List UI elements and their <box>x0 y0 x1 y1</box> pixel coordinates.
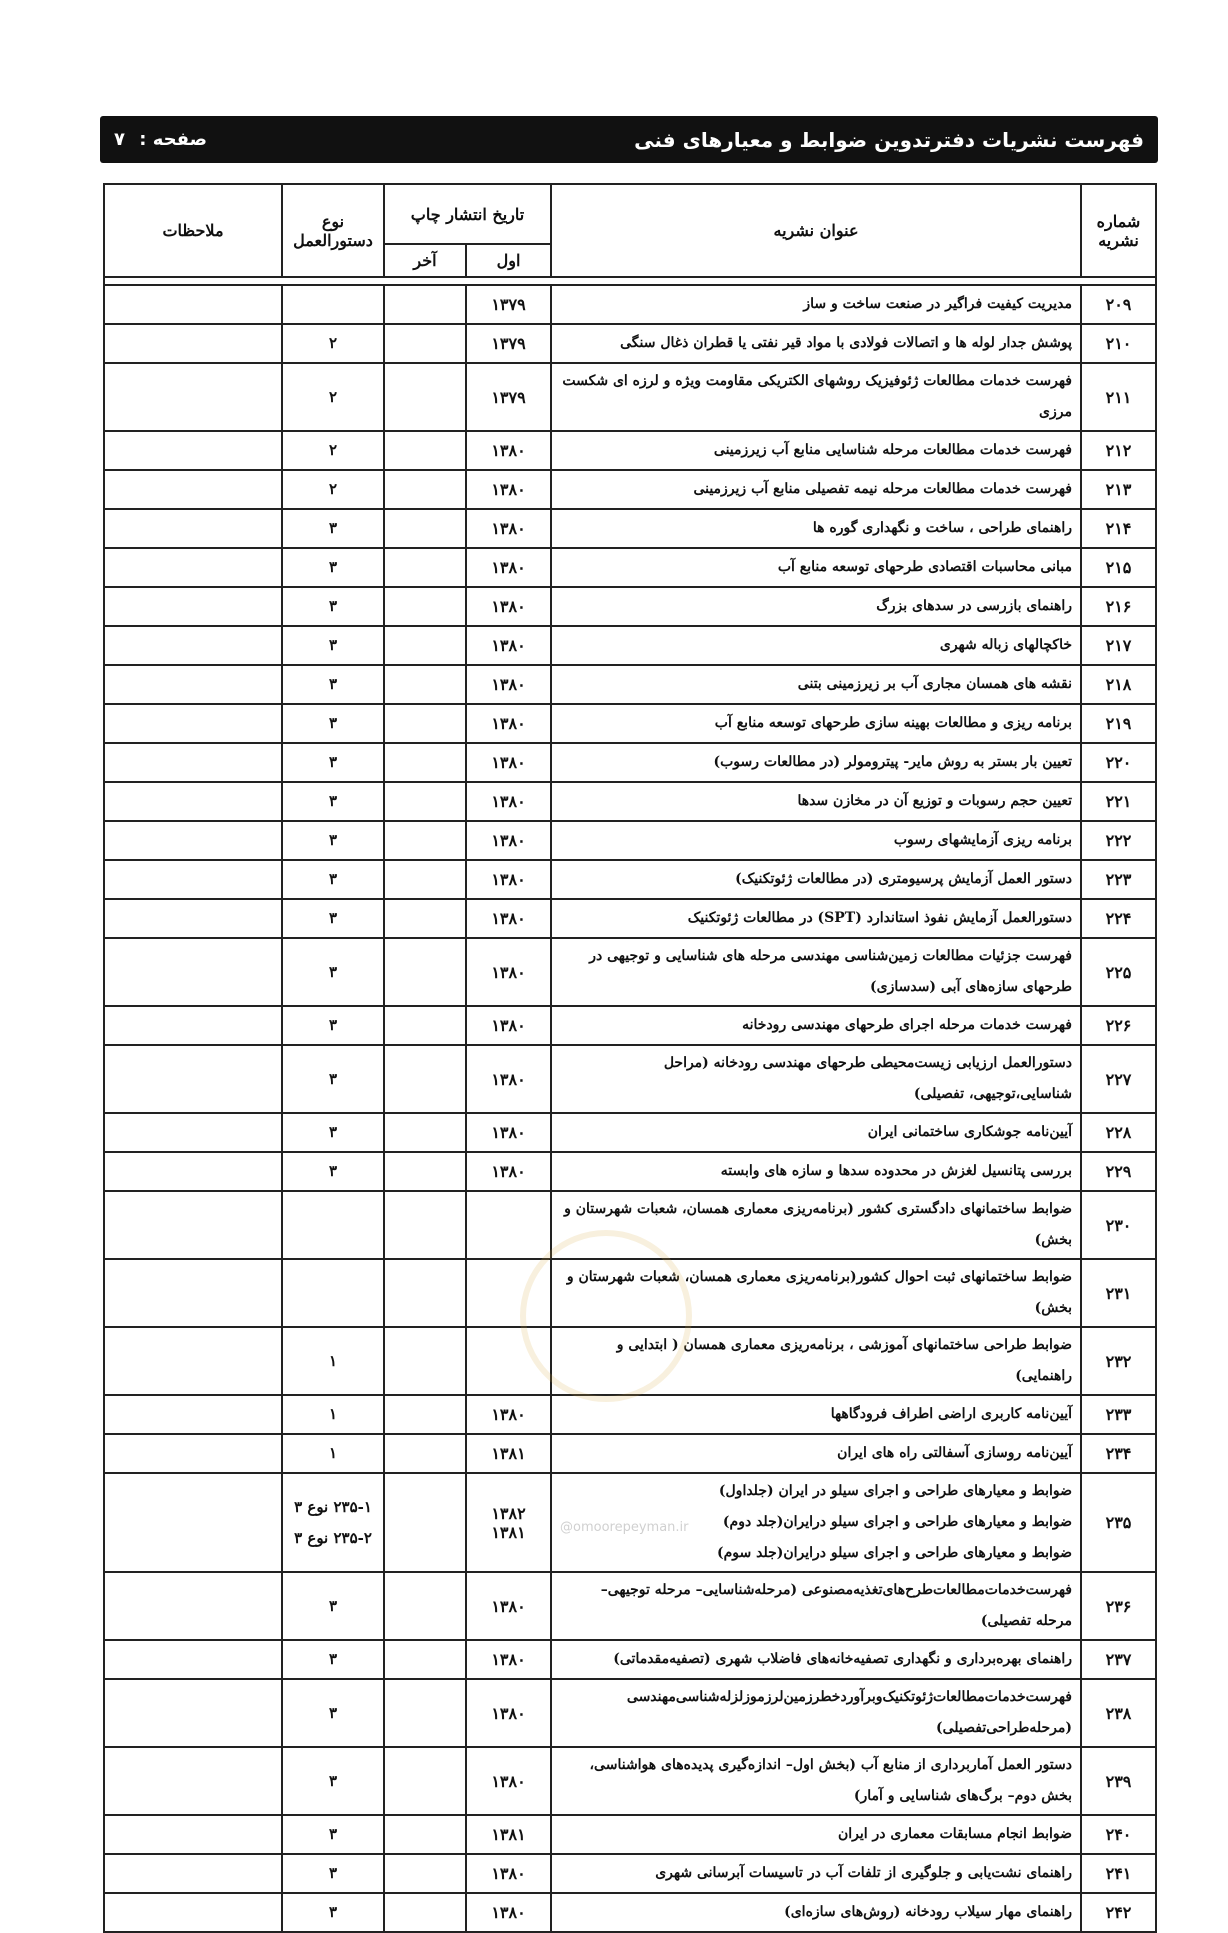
col-header-title: عنوان نشریه <box>551 184 1081 277</box>
notes-cell <box>104 1191 282 1259</box>
last-print-year <box>384 509 466 548</box>
document-title: فهرست نشریات دفترتدوین ضوابط و معیارهای فنی <box>634 127 1144 152</box>
col-header-last: آخر <box>384 244 466 277</box>
instruction-type: ۳ <box>282 1006 384 1045</box>
last-print-year <box>384 285 466 324</box>
notes-cell <box>104 743 282 782</box>
last-print-year <box>384 704 466 743</box>
first-print-year: ۱۳۸۰ <box>466 1854 551 1893</box>
first-print-year: ۱۳۸۰ <box>466 899 551 938</box>
table-row <box>104 1259 1156 1327</box>
first-print-year: ۱۳۸۰ <box>466 470 551 509</box>
publication-number: ۲۳۴ <box>1081 1434 1156 1473</box>
instruction-type: ۳ <box>282 509 384 548</box>
notes-cell <box>104 860 282 899</box>
publication-title: ضوابط ساختمانهای ثبت احوال کشور(برنامه‌ریزی معماری همسان، شعبات شهرستان و بخش) <box>551 1259 1081 1327</box>
first-print-year: ۱۳۸۰ <box>466 1747 551 1815</box>
notes-cell <box>104 1006 282 1045</box>
table-body <box>104 277 1156 1932</box>
last-print-year <box>384 1815 466 1854</box>
last-print-year <box>384 899 466 938</box>
first-print-year: ۱۳۸۰ <box>466 1113 551 1152</box>
publication-title: نقشه های همسان مجاری آب بر زیرزمینی بتنی <box>551 665 1081 704</box>
last-print-year <box>384 324 466 363</box>
table-row <box>104 1640 1156 1679</box>
table-row <box>104 1893 1156 1932</box>
publication-number: ۲۴۲ <box>1081 1893 1156 1932</box>
publication-title: ضوابط طراحی ساختمانهای آموزشی ، برنامه‌ریزی معماری همسان ( ابتدایی و راهنمایی) <box>551 1327 1081 1395</box>
col-header-type: نوع دستورالعمل <box>282 184 384 277</box>
publication-number: ۲۱۳ <box>1081 470 1156 509</box>
first-print-year <box>466 1259 551 1327</box>
last-print-year <box>384 1854 466 1893</box>
notes-cell <box>104 938 282 1006</box>
notes-cell <box>104 1747 282 1815</box>
publication-title: فهرست خدمات مطالعات ژئوفیزیک روشهای الکتریکی مقاومت ویژه و لرزه ای شکست مرزی <box>551 363 1081 431</box>
notes-cell <box>104 548 282 587</box>
publication-title: برنامه ریزی آزمایشهای رسوب <box>551 821 1081 860</box>
table-row <box>104 899 1156 938</box>
publication-number: ۲۴۱ <box>1081 1854 1156 1893</box>
table-row <box>104 626 1156 665</box>
instruction-type <box>282 1259 384 1327</box>
first-print-year: ۱۳۷۹ <box>466 363 551 431</box>
notes-cell <box>104 899 282 938</box>
table-row <box>104 704 1156 743</box>
last-print-year <box>384 1747 466 1815</box>
last-print-year <box>384 938 466 1006</box>
table-row <box>104 285 1156 324</box>
last-print-year <box>384 1113 466 1152</box>
publication-title: فهرست خدمات مطالعات مرحله نیمه تفصیلی منابع آب زیرزمینی <box>551 470 1081 509</box>
notes-cell <box>104 1045 282 1113</box>
table-row <box>104 1327 1156 1395</box>
first-print-year: ۱۳۸۰ <box>466 1006 551 1045</box>
table-row <box>104 587 1156 626</box>
first-print-year: ۱۳۸۰ <box>466 587 551 626</box>
publication-title: فهرست جزئیات مطالعات زمین‌شناسی مهندسی مرحله های شناسایی و توجیهی در طرحهای سازه‌های آبی (سدسازی) <box>551 938 1081 1006</box>
publication-number: ۲۱۷ <box>1081 626 1156 665</box>
publication-number: ۲۱۵ <box>1081 548 1156 587</box>
publication-number: ۲۱۱ <box>1081 363 1156 431</box>
publication-title: مدیریت کیفیت فراگیر در صنعت ساخت و ساز <box>551 285 1081 324</box>
first-print-year: ۱۳۸۲ ۱۳۸۱ <box>466 1473 551 1572</box>
notes-cell <box>104 324 282 363</box>
last-print-year <box>384 363 466 431</box>
first-print-year: ۱۳۸۰ <box>466 821 551 860</box>
notes-cell <box>104 509 282 548</box>
instruction-type: ۳ <box>282 743 384 782</box>
instruction-type: ۳ <box>282 1045 384 1113</box>
table-row <box>104 1747 1156 1815</box>
first-print-year: ۱۳۷۹ <box>466 324 551 363</box>
publication-number: ۲۲۳ <box>1081 860 1156 899</box>
publication-number: ۲۲۰ <box>1081 743 1156 782</box>
last-print-year <box>384 743 466 782</box>
table-row <box>104 1395 1156 1434</box>
instruction-type: ۳ <box>282 1854 384 1893</box>
last-print-year <box>384 1679 466 1747</box>
notes-cell <box>104 431 282 470</box>
table-row <box>104 324 1156 363</box>
publication-title: فهرست‌خدمات‌مطالعات‌طرح‌های‌تغذیه‌مصنوعی (مرحله‌شناسایی– مرحله توجیهی– مرحله تفصیلی) <box>551 1572 1081 1640</box>
last-print-year <box>384 470 466 509</box>
first-print-year: ۱۳۸۰ <box>466 1395 551 1434</box>
instruction-type: ۳ <box>282 1152 384 1191</box>
last-print-year <box>384 821 466 860</box>
first-print-year: ۱۳۷۹ <box>466 285 551 324</box>
notes-cell <box>104 1572 282 1640</box>
instruction-type: ۳ <box>282 1572 384 1640</box>
instruction-type: ۲ <box>282 470 384 509</box>
instruction-type: ۲ <box>282 363 384 431</box>
col-header-notes: ملاحظات <box>104 184 282 277</box>
instruction-type: ۳ <box>282 1679 384 1747</box>
header-separator <box>104 277 1156 285</box>
table-row <box>104 1572 1156 1640</box>
publication-title: فهرست خدمات مرحله اجرای طرحهای مهندسی رودخانه <box>551 1006 1081 1045</box>
table-row <box>104 665 1156 704</box>
notes-cell <box>104 1395 282 1434</box>
publication-title: دستورالعمل ارزیابی زیست‌محیطی طرحهای مهندسی رودخانه (مراحل شناسایی،توجیهی، تفصیلی) <box>551 1045 1081 1113</box>
first-print-year: ۱۳۸۰ <box>466 1679 551 1747</box>
instruction-type: ۳ <box>282 899 384 938</box>
first-print-year <box>466 1327 551 1395</box>
publication-title: برنامه ریزی و مطالعات بهینه سازی طرحهای توسعه منابع آب <box>551 704 1081 743</box>
publication-title: فهرست خدمات مطالعات مرحله شناسایی منابع آب زیرزمینی <box>551 431 1081 470</box>
publication-title: پوشش جدار لوله ها و اتصالات فولادی با مواد قیر نفتی یا قطران ذغال سنگی <box>551 324 1081 363</box>
publication-number: ۲۳۹ <box>1081 1747 1156 1815</box>
notes-cell <box>104 1473 282 1572</box>
watermark-text: @omoorepeyman.ir <box>560 1520 689 1535</box>
publication-number: ۲۲۶ <box>1081 1006 1156 1045</box>
publication-title: فهرست‌خدمات‌مطالعات‌ژئوتکنیک‌وبرآوردخطرزمین‌لرزمو‌زلزله‌شناسی‌مهندسی (مرحله‌طراحی‌تفصیلی) <box>551 1679 1081 1747</box>
publication-number: ۲۲۱ <box>1081 782 1156 821</box>
notes-cell <box>104 470 282 509</box>
publications-table <box>103 183 1157 1933</box>
table-row <box>104 1815 1156 1854</box>
notes-cell <box>104 363 282 431</box>
table-row <box>104 1434 1156 1473</box>
instruction-type: ۳ <box>282 665 384 704</box>
last-print-year <box>384 665 466 704</box>
notes-cell <box>104 665 282 704</box>
publication-number: ۲۱۲ <box>1081 431 1156 470</box>
publication-title: تعیین حجم رسوبات و توزیع آن در مخازن سدها <box>551 782 1081 821</box>
notes-cell <box>104 1679 282 1747</box>
publication-title: آیین‌نامه روسازی آسفالتی راه های ایران <box>551 1434 1081 1473</box>
publication-number: ۲۳۷ <box>1081 1640 1156 1679</box>
instruction-type: ۳ <box>282 1747 384 1815</box>
last-print-year <box>384 1473 466 1572</box>
publication-title: ضوابط و معیارهای طراحی و اجرای سیلو در ایران (جلداول) ضوابط و معیارهای طراحی و اجرای سیلو درایران(جلد دوم) ضوابط و معیارهای طراحی و اجرای سیلو درایران(جلد سوم) <box>551 1473 1081 1572</box>
publication-number: ۲۲۸ <box>1081 1113 1156 1152</box>
instruction-type: ۳ <box>282 860 384 899</box>
notes-cell <box>104 782 282 821</box>
instruction-type: ۳ <box>282 704 384 743</box>
col-header-number: شماره نشریه <box>1081 184 1156 277</box>
publication-number: ۲۴۰ <box>1081 1815 1156 1854</box>
notes-cell <box>104 704 282 743</box>
last-print-year <box>384 587 466 626</box>
instruction-type <box>282 1191 384 1259</box>
first-print-year: ۱۳۸۰ <box>466 665 551 704</box>
first-print-year: ۱۳۸۰ <box>466 782 551 821</box>
last-print-year <box>384 1191 466 1259</box>
notes-cell <box>104 1259 282 1327</box>
last-print-year <box>384 1327 466 1395</box>
publication-number: ۲۳۲ <box>1081 1327 1156 1395</box>
instruction-type: ۳ <box>282 938 384 1006</box>
publication-number: ۲۳۱ <box>1081 1259 1156 1327</box>
first-print-year: ۱۳۸۰ <box>466 704 551 743</box>
publication-number: ۲۱۸ <box>1081 665 1156 704</box>
first-print-year: ۱۳۸۰ <box>466 509 551 548</box>
instruction-type: ۱ <box>282 1395 384 1434</box>
publication-number: ۲۱۴ <box>1081 509 1156 548</box>
table-row <box>104 431 1156 470</box>
publication-title: تعیین بار بستر به روش مایر- پیترومولر (در مطالعات رسوب) <box>551 743 1081 782</box>
first-print-year: ۱۳۸۰ <box>466 548 551 587</box>
publication-number: ۲۳۶ <box>1081 1572 1156 1640</box>
first-print-year <box>466 1191 551 1259</box>
notes-cell <box>104 1152 282 1191</box>
notes-cell <box>104 285 282 324</box>
instruction-type: ۳ <box>282 1640 384 1679</box>
instruction-type: ۳ <box>282 1893 384 1932</box>
publication-title: ضوابط ساختمانهای دادگستری کشور (برنامه‌ریزی معماری همسان، شعبات شهرستان و بخش) <box>551 1191 1081 1259</box>
table-row <box>104 1045 1156 1113</box>
first-print-year: ۱۳۸۰ <box>466 860 551 899</box>
first-print-year: ۱۳۸۰ <box>466 626 551 665</box>
page-label: صفحه : <box>139 129 207 150</box>
publication-title: بررسی پتانسیل لغزش در محدوده سدها و سازه های وابسته <box>551 1152 1081 1191</box>
last-print-year <box>384 1893 466 1932</box>
first-print-year: ۱۳۸۰ <box>466 431 551 470</box>
notes-cell <box>104 1815 282 1854</box>
notes-cell <box>104 1640 282 1679</box>
table-row <box>104 821 1156 860</box>
table-row <box>104 470 1156 509</box>
table-row <box>104 1113 1156 1152</box>
last-print-year <box>384 1572 466 1640</box>
notes-cell <box>104 587 282 626</box>
table-row <box>104 1006 1156 1045</box>
publication-title: ضوابط انجام مسابقات معماری در ایران <box>551 1815 1081 1854</box>
last-print-year <box>384 431 466 470</box>
instruction-type: ۳ <box>282 1815 384 1854</box>
publication-number: ۲۲۴ <box>1081 899 1156 938</box>
publication-number: ۲۳۸ <box>1081 1679 1156 1747</box>
publication-title: راهنمای مهار سیلاب رودخانه (روش‌های سازه‌ای) <box>551 1893 1081 1932</box>
table-row <box>104 743 1156 782</box>
last-print-year <box>384 1006 466 1045</box>
notes-cell <box>104 821 282 860</box>
last-print-year <box>384 548 466 587</box>
table-row <box>104 860 1156 899</box>
notes-cell <box>104 626 282 665</box>
last-print-year <box>384 626 466 665</box>
last-print-year <box>384 1640 466 1679</box>
first-print-year: ۱۳۸۰ <box>466 743 551 782</box>
last-print-year <box>384 1045 466 1113</box>
first-print-year: ۱۳۸۱ <box>466 1434 551 1473</box>
publication-title: راهنمای طراحی ، ساخت و نگهداری گوره ها <box>551 509 1081 548</box>
publication-title: راهنمای نشت‌یابی و جلوگیری از تلفات آب در تاسیسات آبرسانی شهری <box>551 1854 1081 1893</box>
notes-cell <box>104 1113 282 1152</box>
publication-number: ۲۱۰ <box>1081 324 1156 363</box>
publication-title: دستور العمل آزمایش پرسیومتری (در مطالعات ژئوتکنیک) <box>551 860 1081 899</box>
table-row <box>104 509 1156 548</box>
publication-number: ۲۲۹ <box>1081 1152 1156 1191</box>
last-print-year <box>384 1259 466 1327</box>
page-indicator <box>114 129 207 150</box>
instruction-type: ۱ <box>282 1434 384 1473</box>
table-row <box>104 1679 1156 1747</box>
publication-number: ۲۳۰ <box>1081 1191 1156 1259</box>
instruction-type: ۳ <box>282 548 384 587</box>
instruction-type: ۱ <box>282 1327 384 1395</box>
first-print-year: ۱۳۸۰ <box>466 1152 551 1191</box>
notes-cell <box>104 1327 282 1395</box>
table-row <box>104 782 1156 821</box>
publication-number: ۲۳۳ <box>1081 1395 1156 1434</box>
publication-number: ۲۳۵ <box>1081 1473 1156 1572</box>
publication-title: خاکچالهای زباله شهری <box>551 626 1081 665</box>
instruction-type: ۲ <box>282 431 384 470</box>
publication-title: دستور العمل آماربرداری از منابع آب (بخش اول– اندازه‌گیری پدیده‌های هواشناسی، بخش دوم– برگ‌های شناسایی و آمار) <box>551 1747 1081 1815</box>
publication-number: ۲۰۹ <box>1081 285 1156 324</box>
publication-number: ۲۲۵ <box>1081 938 1156 1006</box>
first-print-year: ۱۳۸۰ <box>466 1640 551 1679</box>
publication-number: ۲۱۹ <box>1081 704 1156 743</box>
table-row <box>104 938 1156 1006</box>
instruction-type: ۳ <box>282 782 384 821</box>
first-print-year: ۱۳۸۰ <box>466 938 551 1006</box>
first-print-year: ۱۳۸۱ <box>466 1815 551 1854</box>
notes-cell <box>104 1854 282 1893</box>
notes-cell <box>104 1893 282 1932</box>
publication-title: مبانی محاسبات اقتصادی طرحهای توسعه منابع آب <box>551 548 1081 587</box>
publication-number: ۲۱۶ <box>1081 587 1156 626</box>
publication-title: دستورالعمل آزمایش نفوذ استاندارد (SPT) در مطالعات ژئوتکنیک <box>551 899 1081 938</box>
first-print-year: ۱۳۸۰ <box>466 1893 551 1932</box>
first-print-year: ۱۳۸۰ <box>466 1045 551 1113</box>
col-header-first: اول <box>466 244 551 277</box>
table-row <box>104 1191 1156 1259</box>
first-print-year: ۱۳۸۰ <box>466 1572 551 1640</box>
instruction-type: ۳ <box>282 587 384 626</box>
table-row <box>104 1152 1156 1191</box>
page-number: ۷ <box>114 129 125 150</box>
publication-title: راهنمای بازرسی در سدهای بزرگ <box>551 587 1081 626</box>
instruction-type: ۳ <box>282 1113 384 1152</box>
last-print-year <box>384 860 466 899</box>
page-header <box>100 116 1158 163</box>
instruction-type <box>282 285 384 324</box>
publication-title: آیین‌نامه کاربری اراضی اطراف فرودگاهها <box>551 1395 1081 1434</box>
last-print-year <box>384 1434 466 1473</box>
col-header-date: تاریخ انتشار چاپ <box>384 184 551 244</box>
publication-number: ۲۲۷ <box>1081 1045 1156 1113</box>
table-row <box>104 363 1156 431</box>
last-print-year <box>384 782 466 821</box>
instruction-type: ۲۳۵-۱ نوع ۳ ۲۳۵-۲ نوع ۳ <box>282 1473 384 1572</box>
publication-title: راهنمای بهره‌برداری و نگهداری تصفیه‌خانه‌های فاضلاب شهری (تصفیه‌مقدماتی) <box>551 1640 1081 1679</box>
table-row <box>104 548 1156 587</box>
instruction-type: ۲ <box>282 324 384 363</box>
table-row <box>104 1854 1156 1893</box>
publication-title: آیین‌نامه جوشکاری ساختمانی ایران <box>551 1113 1081 1152</box>
instruction-type: ۳ <box>282 626 384 665</box>
publication-number: ۲۲۲ <box>1081 821 1156 860</box>
notes-cell <box>104 1434 282 1473</box>
instruction-type: ۳ <box>282 821 384 860</box>
last-print-year <box>384 1152 466 1191</box>
last-print-year <box>384 1395 466 1434</box>
